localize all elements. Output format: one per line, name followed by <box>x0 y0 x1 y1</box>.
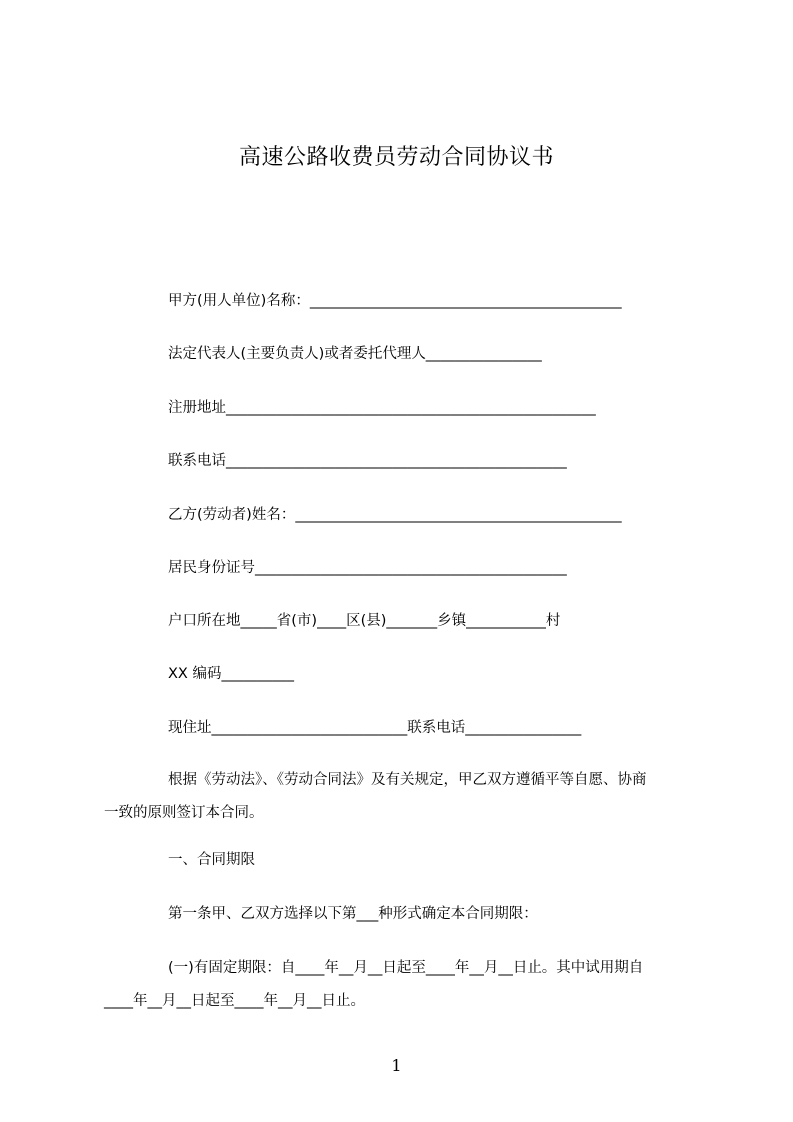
field-employer-name: 甲方(用人单位)名称：___________________________________________ <box>168 293 622 309</box>
page-number: 1 <box>391 1056 402 1075</box>
intro-line: 根据《劳动法》、《劳动合同法》及有关规定，甲乙双方遵循平等自愿、协商 <box>168 772 647 788</box>
section-heading: 一、合同期限 <box>168 852 255 868</box>
field-household-registration: 户口所在地_____省(市)____区(县)_______乡镇___________村 <box>168 613 561 629</box>
field-employee-name: 乙方(劳动者)姓名：_____________________________________________ <box>168 507 622 523</box>
field-id-number: 居民身份证号___________________________________________ <box>168 560 567 576</box>
field-employer-phone: 联系电话_______________________________________________ <box>168 453 567 469</box>
document-title: 高速公路收费员劳动合同协议书 <box>238 145 554 170</box>
clause-line: ____年__月__日起至____年__月__日止。 <box>104 993 365 1009</box>
field-legal-representative: 法定代表人(主要负责人)或者委托代理人________________ <box>168 346 542 362</box>
clause-line: (一)有固定期限：自____年__月__日起至____年__月__日止。其中试用期自 <box>168 960 644 976</box>
field-registered-address: 注册地址___________________________________________________ <box>168 400 596 416</box>
intro-paragraph <box>104 764 700 830</box>
article-1: 第一条甲、乙双方选择以下第___种形式确定本合同期限： <box>168 906 538 922</box>
field-code: XX 编码__________ <box>168 666 294 682</box>
field-current-address-phone: 现住址___________________________联系电话________________ <box>168 720 582 736</box>
intro-line: 一致的原则签订本合同。 <box>104 805 264 821</box>
clause-1-paragraph <box>104 952 700 1018</box>
